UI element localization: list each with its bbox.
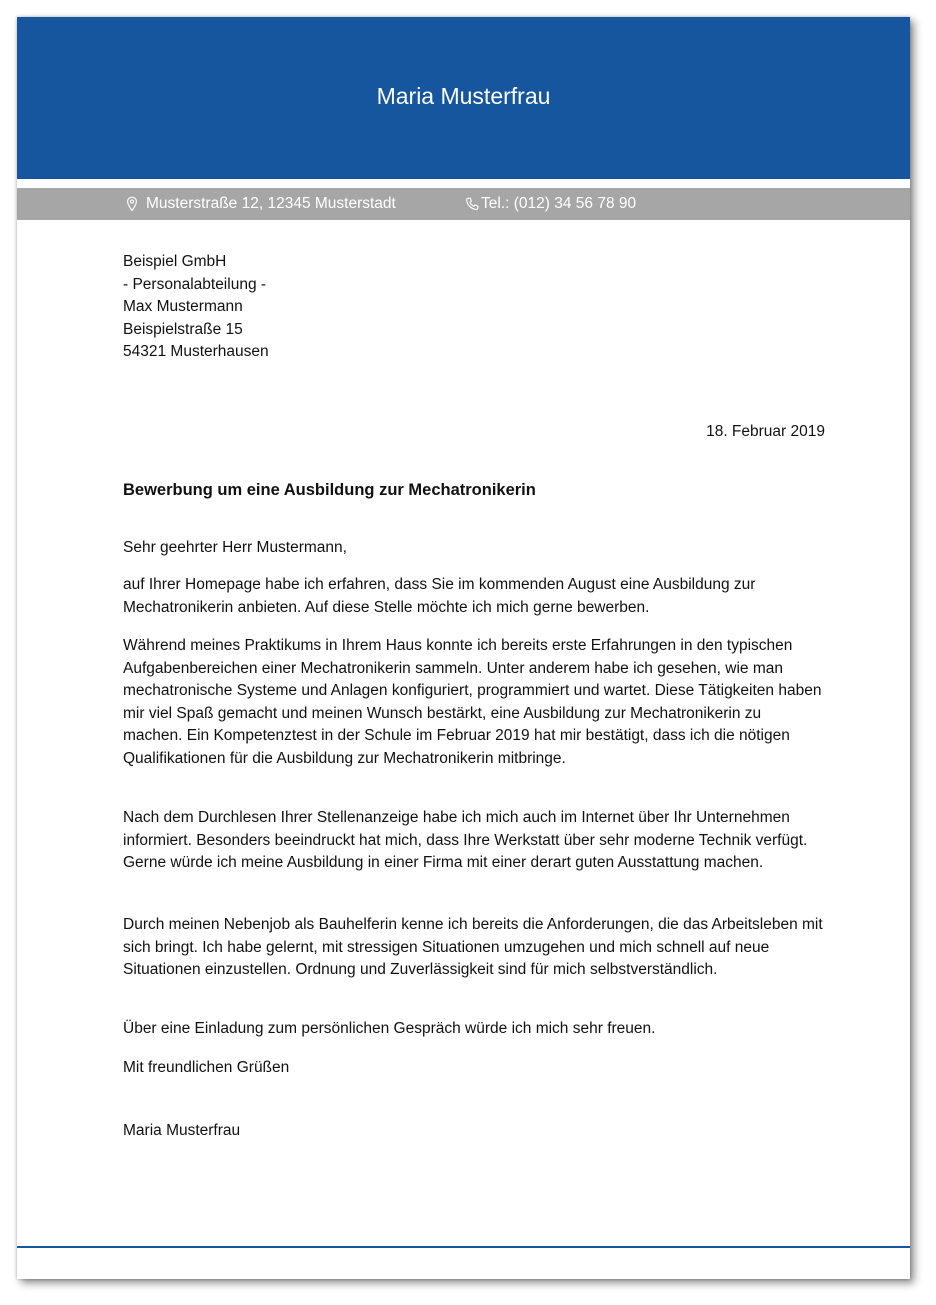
sender-name: Maria Musterfrau (376, 83, 551, 109)
paragraph-4: Durch meinen Nebenjob als Bauhelferin kenne ich bereits die Anforderungen, die das Arbeitsleben mit sich bringt. Ich habe gelernt, mit stressigen Situationen umzugehen und mich schnell auf neue Situationen einzustellen. Ordnung und Zuverlässigkeit sind für mich selbstverständlich. (123, 916, 823, 978)
letter-date: 18. Februar 2019 (706, 423, 825, 440)
recipient-city: 54321 Musterhausen (123, 343, 269, 360)
closing: Mit freundlichen Grüßen (123, 1059, 290, 1076)
letter-page (17, 17, 910, 1279)
phone-text: Tel.: (012) 34 56 78 90 (481, 195, 637, 212)
recipient-company: Beispiel GmbH (123, 253, 227, 270)
footer-line (17, 1246, 910, 1248)
recipient-department: - Personalabteilung - (123, 275, 267, 293)
paragraph-5: Über eine Einladung zum persönlichen Gespräch würde ich mich sehr freuen. (123, 1020, 656, 1037)
letter-subject: Bewerbung um eine Ausbildung zur Mechatronikerin (123, 481, 536, 499)
address-text: Musterstraße 12, 12345 Musterstadt (146, 195, 396, 212)
recipient-person: Max Mustermann (123, 298, 243, 315)
contact-address (125, 195, 396, 213)
paragraph-2: Während meines Praktikums in Ihrem Haus konnte ich bereits erste Erfahrungen in den typischen Aufgabenbereichen einer Mechatronikerin sammeln. Unter anderem habe ich gesehen, wie man mechatronische Systeme und Anlagen konfiguriert, programmiert und wartet. Diese Tätigkeiten haben mir viel Spaß gemacht und meinen Wunsch bestärkt, eine Ausbildung zur Mechatronikerin zu machen. Ein Kompetenztest in der Schule im Februar 2019 hat mir bestätigt, dass ich die nötigen Qualifikationen für die Ausbildung zur Mechatronikerin mitbringe. (123, 637, 822, 767)
signature-name: Maria Musterfrau (123, 1122, 241, 1139)
phone-icon (465, 196, 479, 212)
paragraph-3: Nach dem Durchlesen Ihrer Stellenanzeige habe ich mich auch im Internet über Ihr Unternehmen informiert. Besonders beeindruckt hat mich, dass Ihre Werkstatt über sehr moderne Technik verfügt. Gerne würde ich meine Ausbildung in einer Firma mit einer derart guten Ausstattung machen. (123, 809, 808, 871)
contact-phone (465, 195, 636, 213)
paragraph-1: auf Ihrer Homepage habe ich erfahren, dass Sie im kommenden August eine Ausbildung zur Mechatronikerin anbieten. Auf diese Stelle möchte ich mich gerne bewerben. (123, 576, 756, 616)
contact-bar (17, 188, 910, 220)
recipient-address (123, 251, 823, 364)
salutation: Sehr geehrter Herr Mustermann, (123, 539, 347, 556)
recipient-street: Beispielstraße 15 (123, 320, 243, 338)
location-pin-icon (125, 196, 139, 212)
